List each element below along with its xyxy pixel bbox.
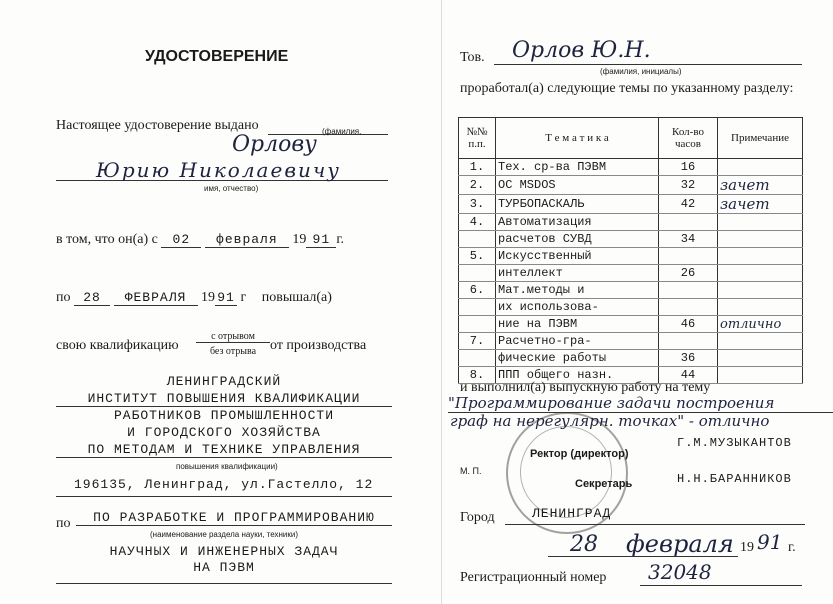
from-prefix: в том, что он(а) с: [56, 232, 158, 247]
city-underline: [505, 524, 805, 525]
city-value: ЛЕНИНГРАД: [532, 506, 612, 521]
row-number: 3.: [459, 195, 496, 214]
row-number: [459, 265, 496, 282]
row-topic: интеллект: [496, 265, 659, 282]
city-label: Город: [460, 510, 495, 525]
institution-line-2: ИНСТИТУТ ПОВЫШЕНИЯ КВАЛИФИКАЦИИ: [56, 391, 392, 407]
row-hours: 32: [659, 176, 718, 195]
table-row: [459, 316, 803, 333]
row-number: 5.: [459, 248, 496, 265]
secretary-label: Секретарь: [575, 478, 633, 490]
tov-label: Тов.: [460, 50, 485, 65]
issue-day: 28: [570, 532, 598, 557]
row-note: отлично: [718, 316, 803, 333]
row-note: [718, 350, 803, 367]
without-leave-option: без отрыва: [209, 346, 257, 357]
registration-number: 32048: [648, 560, 712, 584]
surname-handwritten: Орлову: [232, 132, 317, 157]
table-row: [459, 159, 803, 176]
registration-underline: [640, 585, 802, 586]
topics-table: [458, 117, 803, 384]
row-hours: [659, 282, 718, 299]
mp-label: М. П.: [460, 466, 482, 476]
issued-to-label: Настоящее удостоверение выдано: [56, 118, 259, 133]
from-month: февраля: [205, 232, 289, 248]
row-topic: ние на ПЭВМ: [496, 316, 659, 333]
row-number: 2.: [459, 176, 496, 195]
row-topic: Расчетно-гра-: [496, 333, 659, 350]
to-day: 28: [74, 290, 110, 306]
col-note: Примечание: [718, 118, 803, 159]
row-number: 4.: [459, 214, 496, 231]
issue-date-underline: [548, 556, 738, 557]
section-line-2: НАУЧНЫХ И ИНЖЕНЕРНЫХ ЗАДАЧ: [109, 544, 339, 559]
row-note: [718, 231, 803, 248]
row-note: [718, 214, 803, 231]
table-row: [459, 350, 803, 367]
row-hours: [659, 333, 718, 350]
row-hours: [659, 214, 718, 231]
row-topic: фические работы: [496, 350, 659, 367]
row-topic: Мат.методы и: [496, 282, 659, 299]
table-row: [459, 195, 803, 214]
row-topic: расчетов СУВД: [496, 231, 659, 248]
table-row: [459, 282, 803, 299]
table-row: [459, 248, 803, 265]
tov-underline: [494, 64, 802, 65]
row-topic: Искусственный: [496, 248, 659, 265]
row-number: [459, 231, 496, 248]
table-row: [459, 231, 803, 248]
row-hours: 44: [659, 367, 718, 384]
col-topic: Т е м а т и к а: [496, 118, 659, 159]
section-underline: [56, 583, 392, 584]
row-note: [718, 248, 803, 265]
from-year-suffix: г.: [336, 232, 345, 247]
topics-table-header: [459, 118, 803, 159]
row-topic: ОС MSDOS: [496, 176, 659, 195]
institution-address: 196135, Ленинград, ул.Гастелло, 12: [74, 477, 374, 492]
row-number: [459, 350, 496, 367]
table-row: [459, 176, 803, 195]
registration-label: Регистрационный номер: [460, 570, 607, 585]
row-hours: [659, 248, 718, 265]
section-line-3: НА ПЭВМ: [193, 560, 255, 575]
institution-line-1: ЛЕНИНГРАДСКИЙ: [166, 374, 282, 389]
row-note: [718, 282, 803, 299]
table-row: [459, 214, 803, 231]
row-hours: 46: [659, 316, 718, 333]
name-caption: имя, отчество): [204, 184, 259, 193]
row-note: [718, 367, 803, 384]
improved-label: повышал(а): [261, 290, 332, 305]
with-leave-option: с отрывом: [196, 331, 270, 343]
col-hours: Кол-во часов: [659, 118, 718, 159]
row-number: 7.: [459, 333, 496, 350]
given-names-handwritten: Юрию Николаевичу: [96, 158, 341, 182]
row-hours: 42: [659, 195, 718, 214]
row-topic: ТУРБОПАСКАЛЬ: [496, 195, 659, 214]
issue-year-prefix: 19: [740, 540, 754, 555]
row-note: [718, 265, 803, 282]
table-row: [459, 333, 803, 350]
row-number: 8.: [459, 367, 496, 384]
row-note: [718, 333, 803, 350]
institution-line-3: РАБОТНИКОВ ПРОМЫШЛЕННОСТИ: [113, 408, 335, 423]
section-caption: (наименование раздела науки, техники): [150, 530, 299, 539]
row-hours: 36: [659, 350, 718, 367]
row-note: [718, 299, 803, 316]
to-date-row: [56, 290, 396, 306]
document-title: УДОСТОВЕРЕНИЕ: [145, 48, 289, 65]
from-day: 02: [161, 232, 201, 248]
qualification-label: свою квалификацию: [56, 338, 179, 353]
to-month: ФЕВРАЛЯ: [114, 290, 198, 306]
row-hours: 16: [659, 159, 718, 176]
tov-name-handwritten: Орлов Ю.Н.: [512, 38, 651, 63]
row-topic: Тех. ср-ва ПЭВМ: [496, 159, 659, 176]
surname-caption: (фамилия,: [322, 127, 362, 136]
row-hours: 34: [659, 231, 718, 248]
worked-text: проработал(а) следующие темы по указанному разделу:: [460, 81, 794, 96]
row-number: [459, 316, 496, 333]
thesis-line-1: "Программирование задачи построения: [448, 394, 833, 413]
round-seal-inner: [520, 426, 612, 518]
from-year-prefix: 19: [292, 232, 307, 247]
to-year-prefix: 19: [201, 290, 215, 305]
to-suffix: г: [240, 290, 247, 305]
col-number: №№ п.п.: [459, 118, 496, 159]
secretary-name: Н.Н.БАРАННИКОВ: [677, 472, 792, 486]
issue-month: февраля: [626, 530, 734, 558]
table-row: [459, 265, 803, 282]
from-year: 91: [306, 232, 336, 248]
to-prefix: по: [56, 290, 71, 305]
institution-caption: повышения квалификации): [176, 462, 278, 471]
from-work-label: от производства: [270, 338, 367, 353]
table-row: [459, 299, 803, 316]
institution-line-5: ПО МЕТОДАМ И ТЕХНИКЕ УПРАВЛЕНИЯ: [56, 442, 392, 458]
row-note: зачет: [718, 195, 803, 214]
section-po-label: по: [56, 516, 71, 531]
row-hours: 26: [659, 265, 718, 282]
row-topic: их использова-: [496, 299, 659, 316]
institution-line-4: И ГОРОДСКОГО ХОЗЯЙСТВА: [127, 425, 321, 440]
row-note: зачет: [718, 176, 803, 195]
row-topic: Автоматизация: [496, 214, 659, 231]
row-number: 6.: [459, 282, 496, 299]
to-year: 91: [215, 290, 237, 306]
rector-label: Ректор (директор): [530, 448, 629, 460]
thesis-line-2: граф на нерегулярн. точках" - отлично: [450, 412, 770, 430]
issue-year: 91: [757, 530, 783, 554]
issue-year-suffix: г.: [788, 540, 796, 555]
section-line-1: ПО РАЗРАБОТКЕ И ПРОГРАММИРОВАНИЮ: [76, 510, 392, 526]
tov-caption: (фамилия, инициалы): [600, 67, 682, 76]
row-hours: [659, 299, 718, 316]
row-number: [459, 299, 496, 316]
row-note: [718, 159, 803, 176]
row-number: 1.: [459, 159, 496, 176]
completed-text: и выполнил(а) выпускную работу на тему: [460, 380, 711, 395]
rector-name: Г.М.МУЗЫКАНТОВ: [677, 436, 792, 450]
row-topic: ППП общего назн.: [496, 367, 659, 384]
page-fold: [441, 0, 442, 604]
address-underline: [56, 496, 392, 497]
from-date-row: [56, 232, 396, 248]
